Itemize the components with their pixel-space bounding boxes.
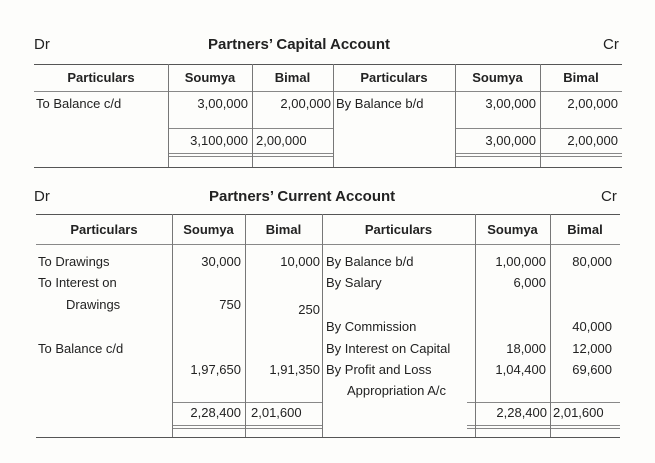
header-bimal: Bimal — [274, 70, 311, 85]
debit-particular: To Drawings — [38, 254, 110, 269]
divider — [34, 167, 622, 168]
dr-label: Dr — [34, 188, 50, 205]
header-soumya: Soumya — [487, 222, 538, 237]
amount: 1,91,350 — [269, 362, 320, 377]
amount: 12,000 — [572, 341, 612, 356]
total: 3,00,000 — [485, 133, 536, 148]
total: 2,00,000 — [567, 133, 618, 148]
total: 2,28,400 — [190, 405, 241, 420]
header-particulars: Particulars — [360, 70, 428, 85]
credit-particular: By Profit and Loss — [326, 362, 432, 377]
amount: 1,04,400 — [495, 362, 546, 377]
dr-label: Dr — [34, 36, 50, 53]
credit-particular: By Salary — [326, 275, 382, 290]
header-bimal: Bimal — [265, 222, 302, 237]
header-soumya: Soumya — [472, 70, 523, 85]
capital-title: Partners’ Capital Account — [208, 36, 390, 53]
divider — [34, 91, 622, 92]
double-rule — [168, 153, 333, 157]
header-bimal: Bimal — [563, 70, 599, 85]
amount: 2,00,000 — [567, 96, 618, 111]
credit-particular-cont: Appropriation A/c — [347, 383, 447, 398]
header-particulars: Particulars — [364, 222, 433, 237]
amount: 750 — [219, 297, 241, 312]
divider — [172, 402, 322, 403]
amount: 18,000 — [506, 341, 546, 356]
column-rule — [172, 214, 173, 437]
total: 2,01,600 — [251, 405, 302, 420]
header-bimal: Bimal — [567, 222, 603, 237]
divider — [34, 64, 622, 65]
debit-particular-cont: Drawings — [66, 297, 121, 312]
cr-label: Cr — [601, 188, 617, 205]
column-rule — [322, 214, 323, 437]
divider — [168, 128, 333, 129]
amount: 3,00,000 — [197, 96, 248, 111]
total: 2,28,400 — [496, 405, 547, 420]
double-rule — [467, 425, 620, 429]
amount: 40,000 — [572, 319, 612, 334]
total: 3,100,000 — [190, 133, 248, 148]
cr-label: Cr — [603, 36, 619, 53]
debit-particular: To Interest on — [38, 275, 117, 290]
amount: 10,000 — [280, 254, 320, 269]
debit-particular: To Balance c/d — [38, 341, 124, 356]
amount: 80,000 — [572, 254, 612, 269]
credit-particular: By Interest on Capital — [326, 341, 451, 356]
double-rule — [455, 153, 622, 157]
total: 2,00,000 — [256, 133, 307, 148]
amount: 3,00,000 — [485, 96, 536, 111]
header-particulars: Particulars — [67, 70, 135, 85]
column-rule — [245, 214, 246, 437]
current-title: Partners’ Current Account — [209, 188, 396, 205]
amount: 30,000 — [201, 254, 241, 269]
amount: 6,000 — [513, 275, 546, 290]
amount: 69,600 — [572, 362, 612, 377]
divider — [36, 214, 620, 215]
divider — [36, 244, 620, 245]
debit-particular: To Balance c/d — [36, 96, 122, 111]
credit-particular: By Balance b/d — [326, 254, 414, 269]
header-soumya: Soumya — [184, 70, 236, 85]
column-rule — [475, 214, 476, 437]
divider — [467, 402, 620, 403]
total: 2,01,600 — [553, 405, 604, 420]
credit-particular: By Commission — [326, 319, 417, 334]
divider — [455, 128, 622, 129]
amount: 1,00,000 — [495, 254, 546, 269]
double-rule — [172, 425, 322, 429]
amount: 250 — [298, 302, 320, 317]
amount: 1,97,650 — [190, 362, 241, 377]
divider — [36, 437, 620, 438]
credit-particular: By Balance b/d — [336, 96, 424, 111]
header-particulars: Particulars — [70, 222, 138, 237]
header-soumya: Soumya — [183, 222, 234, 237]
amount: 2,00,000 — [280, 96, 331, 111]
